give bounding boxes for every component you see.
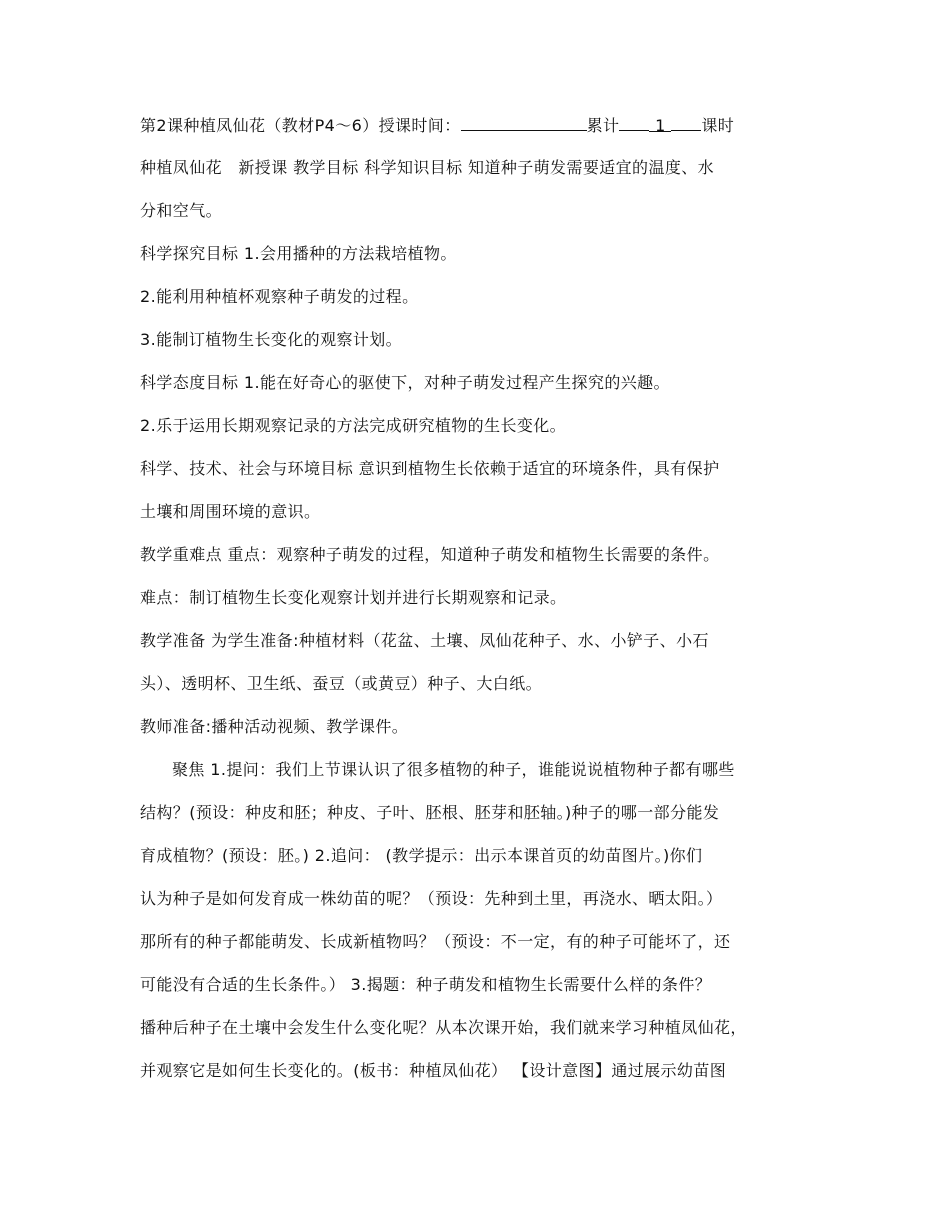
period-count: 1	[649, 116, 671, 132]
text-line-indented: 聚焦 1.提问：我们上节课认识了很多植物的种子，谁能说说植物种子都有哪些	[172, 760, 735, 779]
lesson-header-line	[140, 115, 820, 136]
text-line: 科学探究目标 1.会用播种的方法栽培植物。	[140, 244, 457, 263]
text-line: 并观察它是如何生长变化的。(板书：种植凤仙花） 【设计意图】通过展示幼苗图	[140, 1061, 727, 1080]
period-blank-after	[671, 115, 701, 131]
text-line: 科学态度目标 1.能在好奇心的驱使下，对种子萌发过程产生探究的兴趣。	[140, 373, 670, 392]
text-line: 分和空气。	[140, 201, 223, 220]
teaching-time-blank	[461, 115, 587, 131]
period-blank-before	[619, 115, 649, 131]
text-line: 科学、技术、社会与环境目标 意识到植物生长依赖于适宜的环境条件，具有保护	[140, 459, 720, 478]
cumulative-label: 累计	[586, 116, 620, 135]
text-line: 播种后种子在土壤中会发生什么变化呢？从本次课开始，我们就来学习种植凤仙花，	[140, 1018, 747, 1037]
text-line: 2.能利用种植杯观察种子萌发的过程。	[140, 287, 419, 306]
text-line: 种植凤仙花 新授课 教学目标 科学知识目标 知道种子萌发需要适宜的温度、水	[140, 158, 715, 177]
text-line: 难点：制订植物生长变化观察计划并进行长期观察和记录。	[140, 588, 567, 607]
text-line: 那所有的种子都能萌发、长成新植物吗？（预设：不一定，有的种子可能坏了，还	[140, 932, 731, 951]
text-line: 2.乐于运用长期观察记录的方法完成研究植物的生长变化。	[140, 416, 567, 435]
lesson-title: 第2课种植凤仙花（教材P4～6）授课时间：	[140, 116, 461, 135]
text-line: 头）、透明杯、卫生纸、蚕豆（或黄豆）种子、大白纸。	[140, 674, 543, 693]
period-unit: 课时	[701, 116, 735, 135]
text-line: 教学重难点 重点：观察种子萌发的过程，知道种子萌发和植物生长需要的条件。	[140, 545, 720, 564]
text-line: 育成植物？(预设：胚。) 2.追问： (教学提示：出示本课首页的幼苗图片。)你们	[140, 846, 703, 865]
text-line: 教师准备:播种活动视频、教学课件。	[140, 717, 409, 736]
text-line: 教学准备 为学生准备:种植材料（花盆、土壤、凤仙花种子、水、小铲子、小石	[140, 631, 709, 650]
text-line: 结构？(预设：种皮和胚；种皮、子叶、胚根、胚芽和胚轴。)种子的哪一部分能发	[140, 803, 720, 822]
text-line: 3.能制订植物生长变化的观察计划。	[140, 330, 403, 349]
text-line: 土壤和周围环境的意识。	[140, 502, 321, 521]
text-line: 可能没有合适的生长条件。） 3.揭题：种子萌发和植物生长需要什么样的条件？	[140, 975, 712, 994]
text-line: 认为种子是如何发育成一株幼苗的呢？（预设：先种到土里，再浇水、晒太阳。）	[140, 889, 723, 908]
